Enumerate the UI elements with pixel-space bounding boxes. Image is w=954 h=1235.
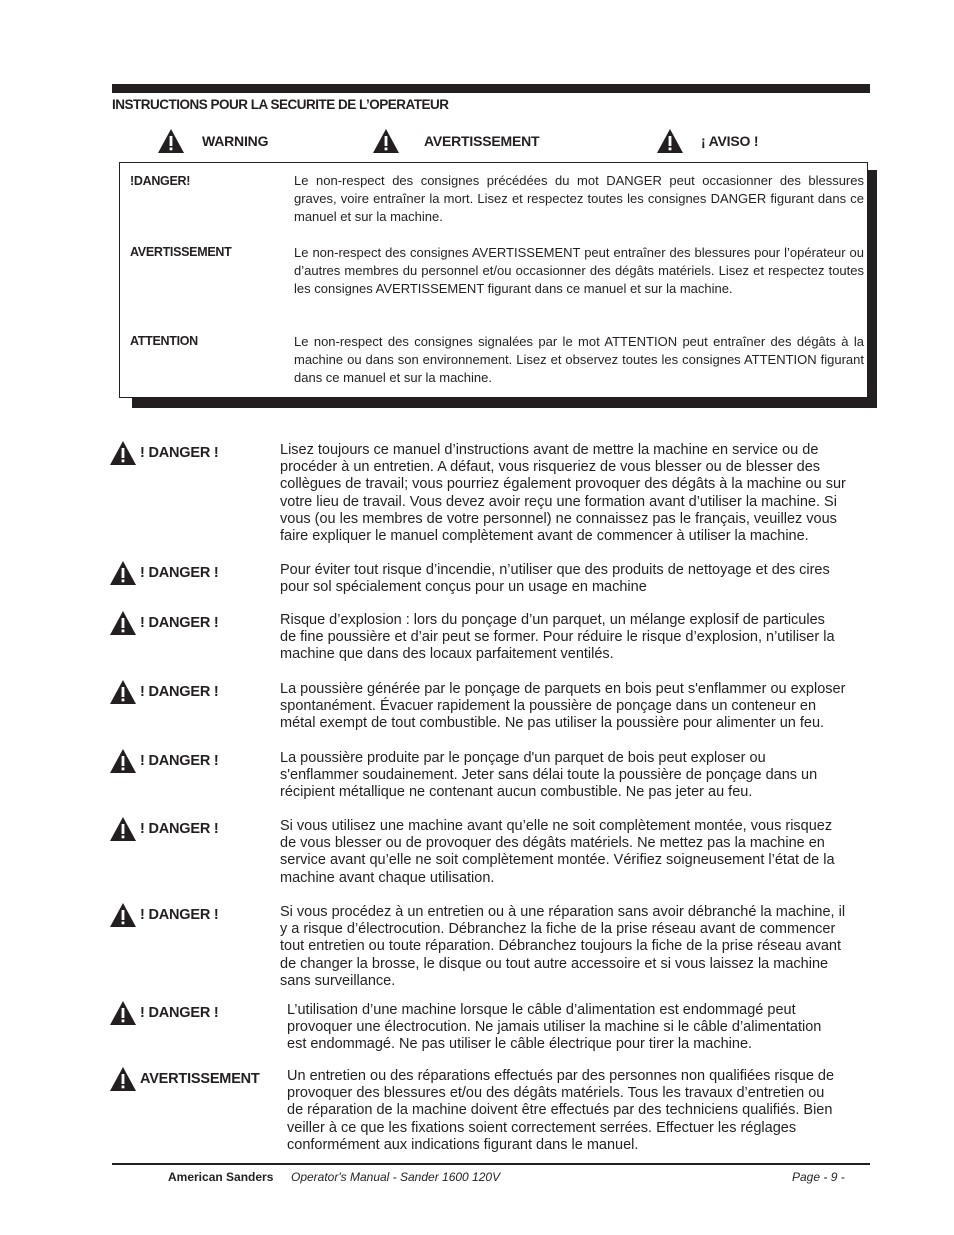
warning-triangle-icon [373,129,399,153]
warning-text [280,818,872,887]
warning-triangle-icon [657,129,683,153]
warning-triangle-icon [110,680,136,704]
warning-text-line: procéder à un entretien. A défaut, vous risqueriez de vous blesser ou de blesser des [280,459,821,476]
warning-text [280,681,872,733]
warning-text-line: Pour éviter tout risque d’incendie, n’utiliser que des produits de nettoyage et des cires [280,562,830,578]
warning-text [287,1068,879,1154]
warning-label: ! DANGER ! [140,1005,219,1021]
signal-aviso [657,128,758,154]
warning-text-line: Si vous utilisez une machine avant qu’elle ne soit complètement montée, vous risquez [280,818,833,834]
warning-text-line: conformément aux indications figurant dans le manuel. [287,1136,639,1153]
warning-text-line: Risque d’explosion : lors du ponçage d’un parquet, un mélange explosif de particules [280,612,825,628]
section-title: INSTRUCTIONS POUR LA SECURITE DE L’OPERATEUR [112,97,449,112]
signal-avertissement [373,128,539,154]
header-rule [112,84,870,93]
warning-header [110,749,219,773]
warning-text [280,612,872,664]
warning-text-line: La poussière générée par le ponçage de parquets en bois peut s'enflammer ou exploser [280,681,846,697]
warning-triangle-icon [110,749,136,773]
warning-text-line: récipient métallique ne contenant aucun combustible. Ne pas jeter au feu. [280,784,753,801]
signal-label: ¡ AVISO ! [701,133,759,149]
warning-text-line: tout entretien ou toute réparation. Débranchez toujours la fiche de la prise réseau avant [280,938,842,955]
warning-text-line: y a risque d’électrocution. Débranchez la fiche de la prise réseau avant de commencer [280,921,836,938]
warning-text [280,442,872,545]
warning-text-line: vous (ou les membres de votre personnel) ne connaissez pas le français, veuillez vous [280,510,837,527]
warning-header [110,817,219,841]
warning-label: ! DANGER ! [140,753,219,769]
warning-text-line: métal exempt de tout combustible. Ne pas utiliser la poussière pour alimenter un feu. [280,715,825,732]
warning-header [110,1001,219,1025]
warning-label: ! DANGER ! [140,907,219,923]
warning-text-line: s'enflammer soudainement. Jeter sans délai toute la poussière de ponçage dans un [280,767,818,784]
warning-label: AVERTISSEMENT [140,1071,260,1087]
warning-label: ! DANGER ! [140,445,219,461]
definition-text: Le non-respect des consignes AVERTISSEMENT peut entraîner des blessures pour l’opérateur ou d’autres membres du personnel et/ou occasionner des dégâts matériels. Lisez et respectez toutes les consignes AVERTISSEMENT figurant dans ce manuel et sur la machine. [294,245,864,296]
definition-term: AVERTISSEMENT [130,245,232,259]
warning-triangle-icon [110,1067,136,1091]
warning-triangle-icon [110,1001,136,1025]
warning-text-line: de réparation de la machine doivent être effectués par des techniciens qualifiés. Bien [287,1102,833,1119]
warning-text-line: veiller à ce que les fixations soient correctement serrées. Effectuer les réglages [287,1119,797,1136]
warning-header [110,611,219,635]
warning-text-line: spontanément. Évacuer rapidement la poussière de ponçage dans un conteneur en [280,698,817,715]
warning-text [280,904,872,990]
warning-text-line: machine que dans des locaux parfaitement ventilés. [280,646,614,663]
warning-triangle-icon [110,611,136,635]
definition-term: !DANGER! [130,174,191,188]
warning-label: ! DANGER ! [140,615,219,631]
warning-text-line: Un entretien ou des réparations effectués par des personnes non qualifiées risque de [287,1068,835,1084]
warning-text-line: sans surveillance. [280,972,396,989]
warning-triangle-icon [110,817,136,841]
warning-text-line: est endommagé. Ne pas utiliser le câble électrique pour tirer la machine. [287,1036,753,1053]
warning-text [280,750,872,802]
signal-warning [158,128,268,154]
warning-text-line: pour sol spécialement conçus pour un usage en machine [280,579,647,596]
warning-text [287,1002,879,1054]
warning-label: ! DANGER ! [140,821,219,837]
signal-label: AVERTISSEMENT [424,133,540,149]
warning-header [110,561,219,585]
footer-page-number: Page - 9 - [792,1170,845,1184]
footer-manual: Operator's Manual - Sander 1600 120V [291,1170,501,1184]
warning-label: ! DANGER ! [140,684,219,700]
footer-rule [112,1163,870,1165]
warning-text-line: machine avant chaque utilisation. [280,869,495,886]
warning-text-line: faire expliquer le manuel complètement avant de commencer à utiliser la machine. [280,528,809,545]
warning-triangle-icon [158,129,184,153]
warning-text-line: Si vous procédez à un entretien ou à une réparation sans avoir débranché la machine, il [280,904,846,920]
footer-brand: American Sanders [168,1170,274,1184]
warning-text-line: Lisez toujours ce manuel d’instructions avant de mettre la machine en service ou de [280,442,819,458]
definitions-box [119,162,868,398]
warning-text-line: de vous blesser ou de provoquer des dégâts matériels. Ne mettez pas la machine en [280,835,825,852]
warning-triangle-icon [110,561,136,585]
warning-triangle-icon [110,903,136,927]
warning-label: ! DANGER ! [140,565,219,581]
warning-header [110,680,219,704]
signal-label: WARNING [202,133,269,149]
definition-text: Le non-respect des consignes signalées par le mot ATTENTION peut entraîner des dégâts à la machine ou dans son environnement. Lisez et observez toutes les consignes ATTENTION figurant dans ce manuel et sur la machine. [294,334,864,385]
definition-text: Le non-respect des consignes précédées du mot DANGER peut occasionner des blessures graves, voire entraîner la mort. Lisez et respectez toutes les consignes DANGER figurant dans ce manuel et sur la machine. [294,173,864,224]
warning-header [110,441,219,465]
warning-text-line: provoquer une électrocution. Ne jamais utiliser la machine si le câble d’alimentation [287,1019,822,1036]
warning-text-line: de changer la brosse, le disque ou tout autre accessoire et si vous laissez la machine [280,955,829,972]
warning-text-line: de fine poussière et d’air peut se former. Pour réduire le risque d’explosion, n’utiliser la [280,629,835,646]
warning-text-line: provoquer des blessures et/ou des dégâts matériels. Tous les travaux d’entretien ou [287,1085,825,1102]
warning-text-line: L’utilisation d’une machine lorsque le câble d’alimentation est endommagé peut [287,1002,796,1018]
warning-text-line: votre lieu de travail. Vous devez avoir reçu une formation avant d’utiliser la machine. Si [280,493,837,510]
warning-header [110,1067,260,1091]
warning-triangle-icon [110,441,136,465]
warning-text-line: La poussière produite par le ponçage d'un parquet de bois peut exploser ou [280,750,766,766]
warning-text [280,562,872,596]
warning-text-line: collègues de travail; vous pourriez également provoquer des dégâts à la machine ou sur [280,476,846,493]
warning-text-line: service avant qu’elle ne soit complètement montée. Vérifiez soigneusement l’état de la [280,852,835,869]
warning-header [110,903,219,927]
definition-term: ATTENTION [130,334,198,348]
